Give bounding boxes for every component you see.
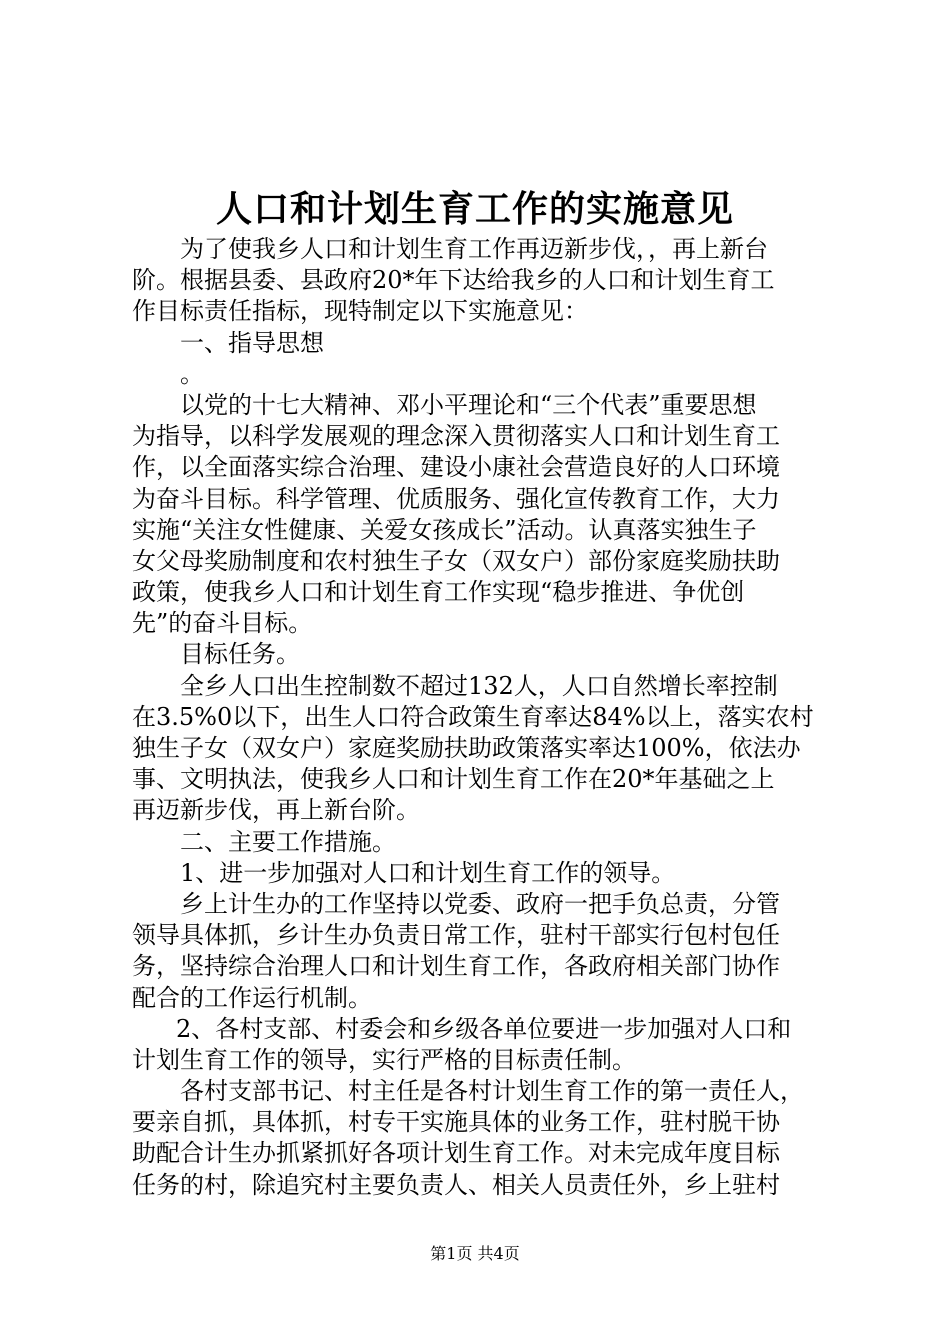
paragraph-line: 计划生育工作的领导，实行严格的目标责任制。 — [132, 1045, 636, 1074]
paragraph-line: 乡上计生办的工作坚持以党委、政府一把手负总责，分管 — [180, 889, 780, 918]
document-body — [132, 234, 832, 1201]
paragraph-line: 为了使我乡人口和计划生育工作再迈新步伐，，再上新台 — [180, 235, 768, 263]
paragraph-line: 再迈新步伐，再上新台阶。 — [132, 796, 420, 825]
paragraph-line: 政策，使我乡人口和计划生育工作实现“稳步推进、争优创 — [132, 578, 745, 607]
paragraph-line: 女父母奖励制度和农村独生子女（双女户）部份家庭奖励扶助 — [132, 546, 780, 575]
paragraph-line: 为奋斗目标。科学管理、优质服务、强化宣传教育工作，大力 — [132, 484, 780, 513]
section-heading: 目标任务。 — [180, 640, 300, 669]
paragraph-line: 先”的奋斗目标。 — [132, 609, 313, 638]
section-heading: 一、指导思想 — [180, 328, 324, 357]
paragraph-line: 务，坚持综合治理人口和计划生育工作，各政府相关部门协作 — [132, 952, 780, 981]
section-heading: 二、主要工作措施。 — [180, 827, 396, 856]
paragraph-line: 独生子女（双女户）家庭奖励扶助政策落实率达100%，依法办 — [132, 734, 801, 762]
paragraph-line: 要亲自抓，具体抓，村专干实施具体的业务工作，驻村脱干协 — [132, 1108, 780, 1137]
page-number-footer: 第1页 共4页 — [430, 1244, 520, 1263]
paragraph-line: 作目标责任指标，现特制定以下实施意见： — [132, 297, 588, 326]
paragraph-line: 作，以全面落实综合治理、建设小康社会营造良好的人口环境 — [132, 453, 780, 482]
paragraph-line: 领导具体抓，乡计生办负责日常工作，驻村干部实行包村包任 — [132, 921, 780, 950]
paragraph-line: 事、文明执法，使我乡人口和计划生育工作在20*年基础之上 — [132, 765, 775, 794]
subsection-heading: 2、各村支部、村委会和乡级各单位要进一步加强对人口和 — [176, 1014, 792, 1043]
paragraph-line: 配合的工作运行机制。 — [132, 983, 372, 1012]
paragraph-line: 助配合计生办抓紧抓好各项计划生育工作。对未完成年度目标 — [132, 1139, 780, 1168]
subsection-heading: 1、进一步加强对人口和计划生育工作的领导。 — [180, 858, 676, 887]
paragraph-line: 各村支部书记、村主任是各村计划生育工作的第一责任人， — [180, 1077, 804, 1106]
paragraph-line: 。 — [180, 359, 204, 388]
paragraph-line: 以党的十七大精神、邓小平理论和“三个代表”重要思想 — [180, 390, 757, 419]
paragraph-line: 为指导，以科学发展观的理念深入贯彻落实人口和计划生育工 — [132, 422, 780, 451]
paragraph-line: 任务的村，除追究村主要负责人、相关人员责任外，乡上驻村 — [132, 1170, 780, 1199]
paragraph-line: 阶。根据县委、县政府20*年下达给我乡的人口和计划生育工 — [132, 266, 775, 295]
paragraph-line: 在3.5%0以下，出生人口符合政策生育率达84%以上，落实农村 — [132, 702, 814, 731]
paragraph-line: 实施“关注女性健康、关爱女孩成长”活动。认真落实独生子 — [132, 515, 757, 544]
document-title: 人口和计划生育工作的实施意见 — [215, 188, 734, 230]
paragraph-line: 全乡人口出生控制数不超过132人，人口自然增长率控制 — [180, 671, 778, 700]
